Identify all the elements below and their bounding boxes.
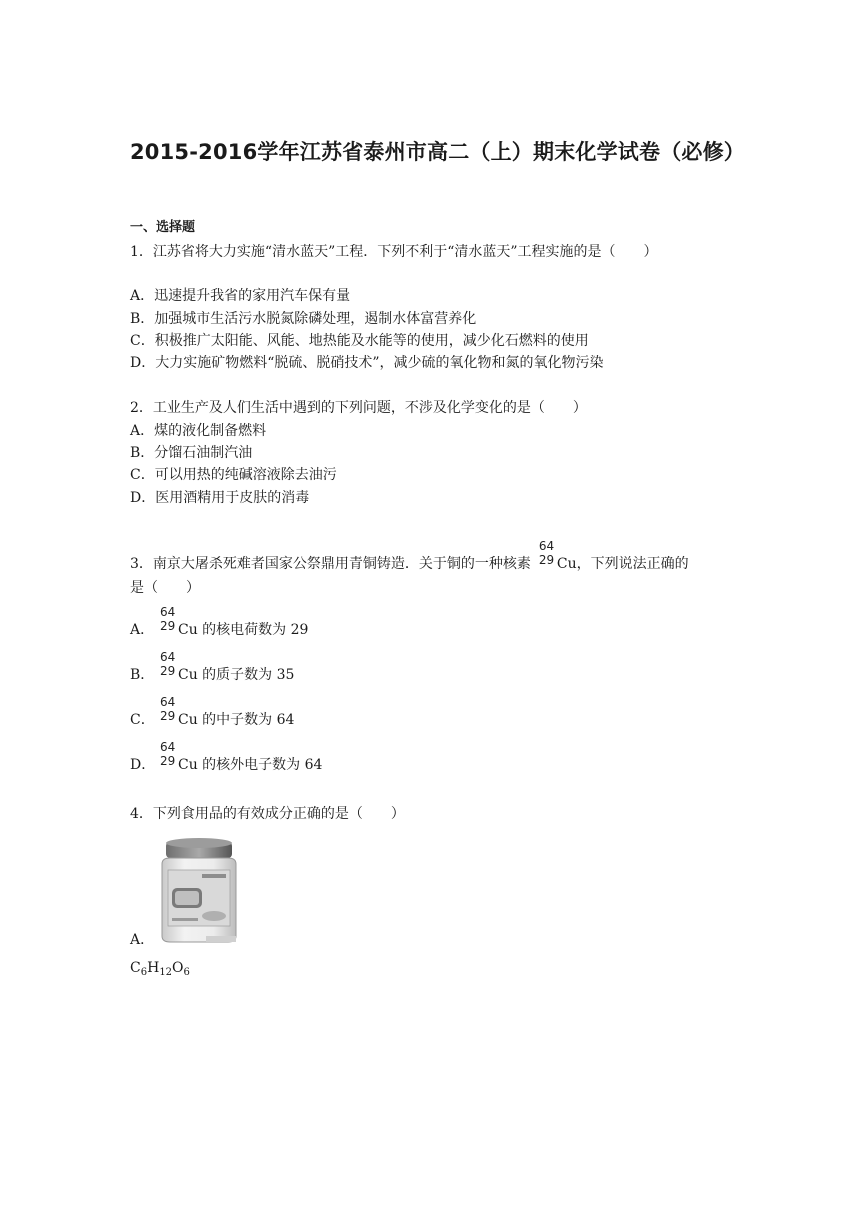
question-1-option-b: B．加强城市生活污水脱氮除磷处理，遏制水体富营养化 [130,311,477,327]
atomic-number: 29 [160,664,176,678]
option-letter: B． [130,667,155,683]
option-text: Cu 的核电荷数为 29 [178,622,309,638]
question-3-stem [130,540,689,574]
option-letter: C． [130,712,155,728]
question-3-stem-after: Cu，下列说法正确的 [556,556,689,572]
formula-element-o: O [172,960,184,976]
atomic-number: 29 [160,709,176,723]
question-4-stem: 4．下列食用品的有效成分正确的是（ ） [130,806,405,822]
isotope-symbol [539,540,555,570]
option-letter: D． [130,757,156,773]
atomic-number: 29 [538,553,555,567]
option-text: Cu 的中子数为 64 [178,712,295,728]
sugar-jar-image [156,836,242,946]
question-2-option-c: C．可以用热的纯碱溶液除去油污 [130,467,337,483]
atomic-number: 29 [160,619,176,633]
formula-element-c: C [130,960,141,976]
mass-number: 64 [160,605,176,619]
question-3-option-b [130,651,294,685]
mass-number: 64 [160,740,176,754]
question-3-option-c [130,696,294,730]
question-3-stem-before: 3．南京大屠杀死难者国家公祭鼎用青铜铸造．关于铜的一种核素 [130,556,531,572]
formula-subscript-o: 6 [183,967,190,978]
question-1-option-c: C．积极推广太阳能、风能、地热能及水能等的使用，减少化石燃料的使用 [130,333,589,349]
isotope-symbol [160,696,176,726]
question-1-stem: 1．江苏省将大力实施“清水蓝天”工程．下列不利于“清水蓝天”工程实施的是（ ） [130,244,658,260]
option-text: Cu 的质子数为 35 [178,667,295,683]
section-heading: 一、选择题 [130,220,196,235]
isotope-symbol [160,741,176,771]
formula-subscript-h: 12 [159,967,173,978]
formula-element-h: H [147,960,160,976]
question-3-option-d [130,741,322,775]
question-2-option-b: B．分馏石油制汽油 [130,445,253,461]
question-2-stem: 2．工业生产及人们生活中遇到的下列问题，不涉及化学变化的是（ ） [130,400,587,416]
page-title: 2015-2016学年江苏省泰州市高二（上）期末化学试卷（必修） [130,140,746,164]
isotope-symbol [160,606,176,636]
question-2-option-a: A．煤的液化制备燃料 [130,423,267,439]
question-1-option-d: D．大力实施矿物燃料“脱硫、脱硝技术”，减少硫的氧化物和氮的氧化物污染 [130,355,604,371]
isotope-symbol [160,651,176,681]
formula-subscript-c: 6 [140,967,148,978]
question-3-option-a [130,606,308,640]
option-letter: A． [130,622,155,638]
question-1-option-a: A．迅速提升我省的家用汽车保有量 [130,288,351,304]
mass-number: 64 [538,539,555,553]
atomic-number: 29 [160,754,176,768]
question-3-stem-line2: 是（ ） [130,580,200,596]
question-4-option-a: A． [130,932,155,948]
mass-number: 64 [160,650,176,664]
question-2-option-d: D．医用酒精用于皮肤的消毒 [130,490,310,506]
chemical-formula [130,958,190,983]
option-text: Cu 的核外电子数为 64 [178,757,323,773]
mass-number: 64 [160,695,176,709]
